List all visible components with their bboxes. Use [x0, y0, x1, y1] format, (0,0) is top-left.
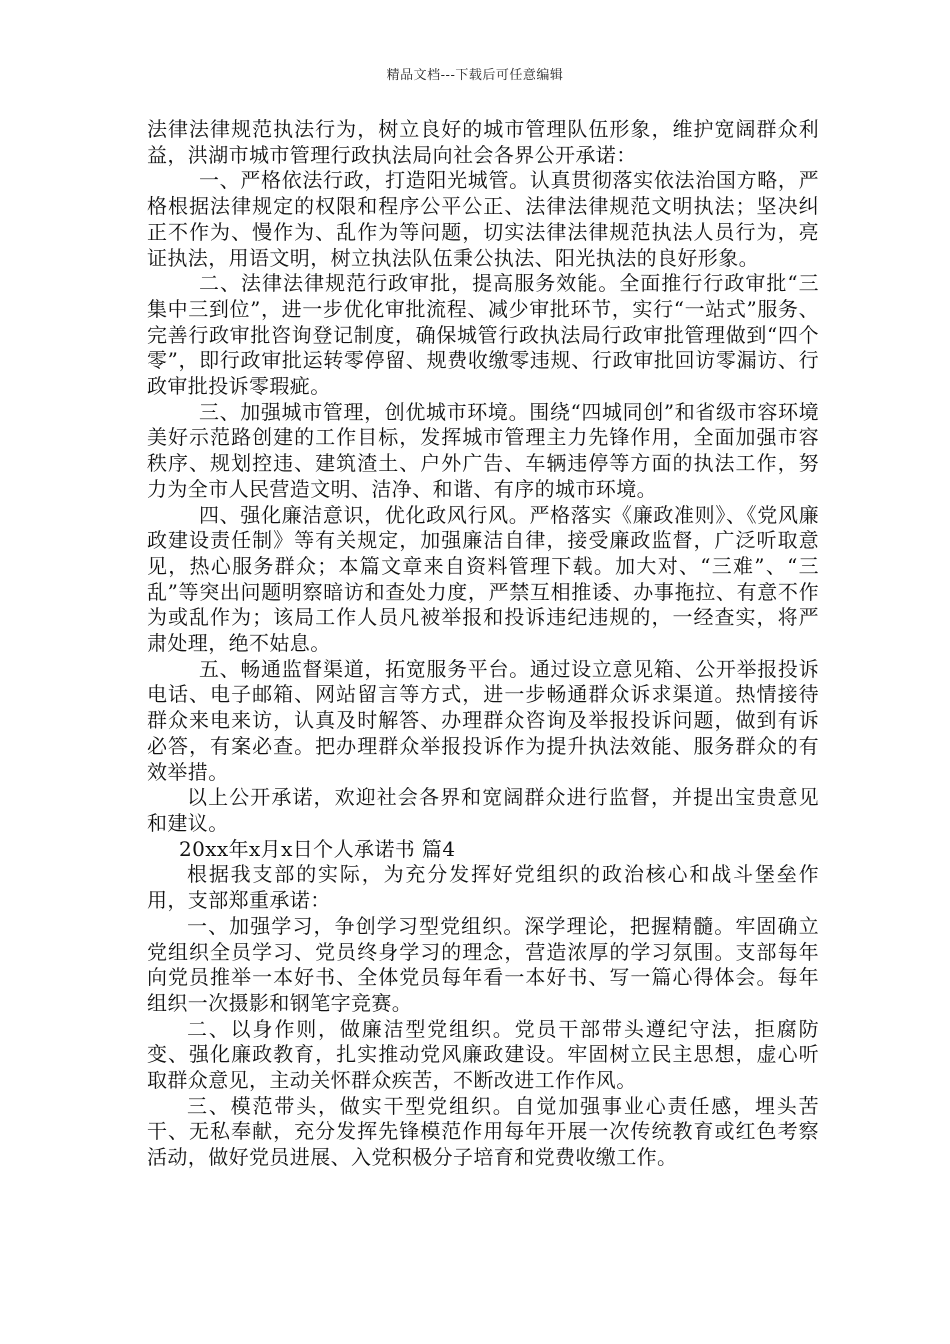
paragraph-section4-item-3: 三、模范带头，做实干型党组织。自觉加强事业心责任感，埋头苦干、无私奉献，充分发挥先锋模范作用每年开展一次传统教育或红色考察活动，做好党员进展、入党积极分子培育和党费收缴工作。 — [147, 1093, 819, 1170]
paragraph-intro-continuation: 法律法律规范执法行为，树立良好的城市管理队伍形象，维护宽阔群众利益，洪湖市城市管理行政执法局向社会各界公开承诺： — [147, 117, 819, 167]
paragraph-pledge-1: 一、严格依法行政，打造阳光城管。认真贯彻落实依法治国方略，严格根据法律规定的权限和程序公平公正、法律法律规范文明执法；坚决纠正不作为、慢作为、乱作为等问题，切实法律法律规范执法人员行为，亮证执法，用语文明，树立执法队伍秉公执法、阳光执法的良好形象。 — [147, 168, 819, 270]
paragraph-pledge-2: 二、法律法律规范行政审批，提高服务效能。全面推行行政审批“三集中三到位”，进一步优化审批流程、减少审批环节，实行“一站式”服务、完善行政审批咨询登记制度，确保城管行政执法局行政审批管理做到“四个零”，即行政审批运转零停留、规费收缴零违规、行政审批回访零漏访、行政审批投诉零瑕疵。 — [147, 271, 819, 399]
paragraph-section4-intro: 根据我支部的实际，为充分发挥好党组织的政治核心和战斗堡垒作用，支部郑重承诺： — [147, 862, 819, 913]
paragraph-pledge-5: 五、畅通监督渠道，拓宽服务平台。通过设立意见箱、公开举报投诉电话、电子邮箱、网站留言等方式，进一步畅通群众诉求渠道。热情接待群众来电来访，认真及时解答、办理群众咨询及举报投诉问题，做到有诉必答，有案必查。把办理群众举报投诉作为提升执法效能、服务群众的有效举措。 — [147, 656, 819, 784]
section-heading-4: 20xx年x月x日个人承诺书 篇4 — [179, 836, 456, 861]
document-body — [147, 117, 819, 1171]
paragraph-closing: 以上公开承诺，欢迎社会各界和宽阔群众进行监督，并提出宝贵意见和建议。 — [147, 785, 819, 835]
paragraph-pledge-3: 三、加强城市管理，创优城市环境。围绕“四城同创”和省级市容环境美好示范路创建的工作目标，发挥城市管理主力先锋作用，全面加强市容秩序、规划控违、建筑渣土、户外广告、车辆违停等方面的执法工作，努力为全市人民营造文明、洁净、和谐、有序的城市环境。 — [147, 399, 819, 501]
page-header-watermark: 精品文档---下载后可任意编辑 — [386, 68, 564, 83]
paragraph-section4-item-1: 一、加强学习，争创学习型党组织。深学理论，把握精髓。牢固确立党组织全员学习、党员终身学习的理念，营造浓厚的学习氛围。支部每年向党员推举一本好书、全体党员每年看一本好书、写一篇心得体会。每年组织一次摄影和钢笔字竞赛。 — [147, 913, 819, 1015]
paragraph-pledge-4: 四、强化廉洁意识，优化政风行风。严格落实《廉政准则》、《党风廉政建设责任制》等有关规定，加强廉洁自律，接受廉政监督，广泛听取意见，热心服务群众；本篇文章来自资料管理下载。加大对、“三难”、“三乱”等突出问题明察暗访和查处力度，严禁互相推诿、办事拖拉、有意不作为或乱作为；该局工作人员凡被举报和投诉违纪违规的，一经查实，将严肃处理，绝不姑息。 — [147, 502, 819, 656]
paragraph-section4-item-2: 二、以身作则，做廉洁型党组织。党员干部带头遵纪守法，拒腐防变、强化廉政教育，扎实推动党风廉政建设。牢固树立民主思想，虚心听取群众意见，主动关怀群众疾苦，不断改进工作作风。 — [147, 1016, 819, 1093]
